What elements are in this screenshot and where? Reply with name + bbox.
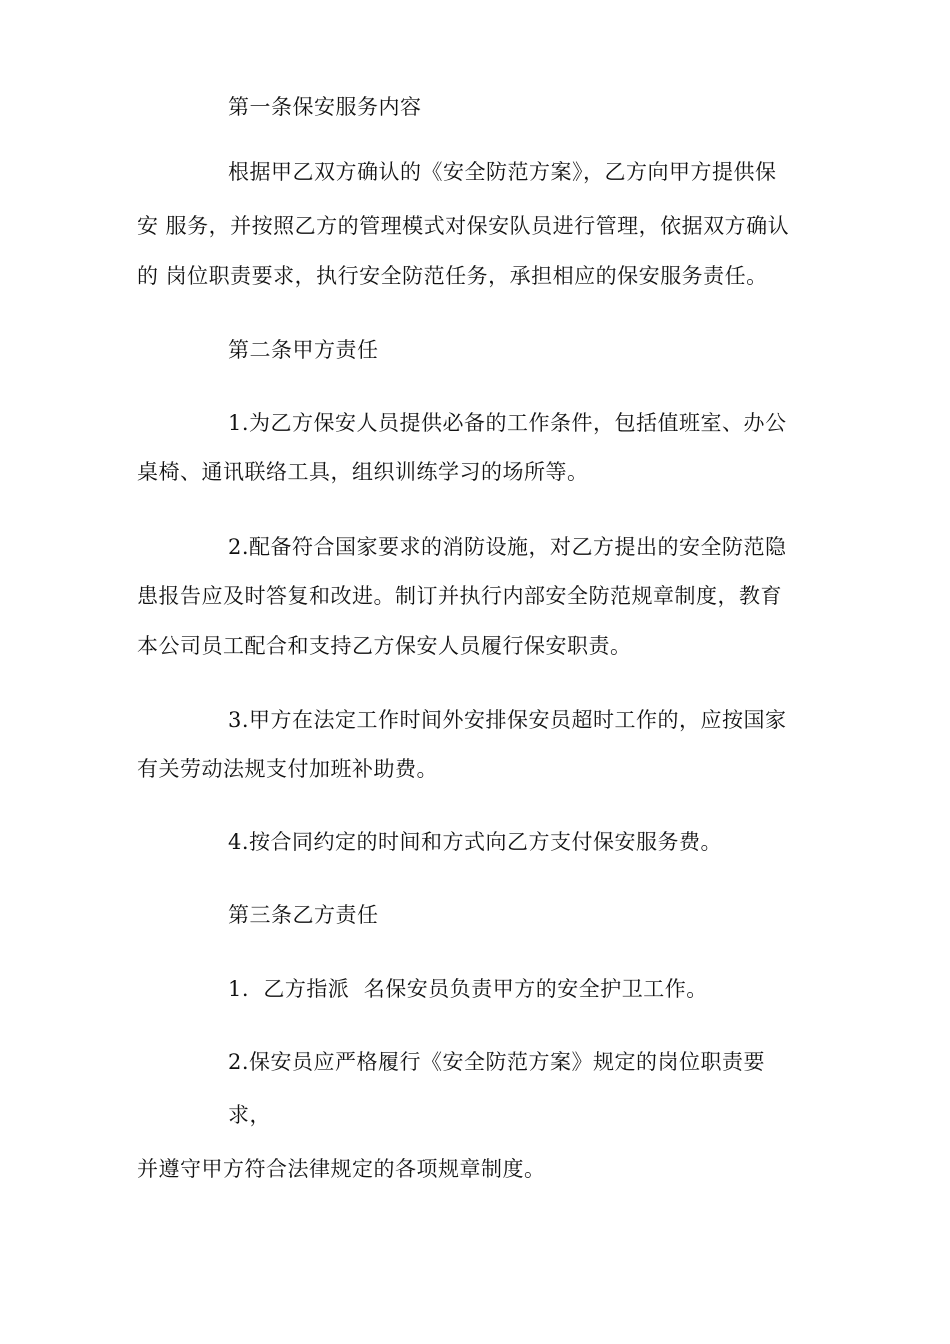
section-1-paragraph-line: 的 岗位职责要求，执行安全防范任务，承担相应的保安服务责任。 <box>137 264 768 288</box>
section-2-item-2-line: 本公司员工配合和支持乙方保安人员履行保安职责。 <box>137 634 632 658</box>
section-1-paragraph-line: 根据甲乙双方确认的《安全防范方案》，乙方向甲方提供保 <box>228 160 777 184</box>
section-2-item-2-line: 患报告应及时答复和改进。制订并执行内部安全防范规章制度，教育 <box>137 584 782 608</box>
section-3-item-1-line: 1. 乙方指派 名保安员负责甲方的安全护卫工作。 <box>228 977 708 1001</box>
section-1-heading: 第一条保安服务内容 <box>228 95 422 119</box>
section-2-item-4-line: 4.按合同约定的时间和方式向乙方支付保安服务费。 <box>228 830 723 854</box>
section-2-item-1-line: 1.为乙方保安人员提供必备的工作条件，包括值班室、办公 <box>228 411 787 435</box>
section-3-item-2-line: 求， <box>228 1103 271 1127</box>
section-3-item-2-line: 2.保安员应严格履行《安全防范方案》规定的岗位职责要 <box>228 1050 766 1074</box>
section-2-item-3-line: 有关劳动法规支付加班补助费。 <box>137 757 438 781</box>
section-3-heading: 第三条乙方责任 <box>228 903 379 927</box>
section-3-item-2-line: 并遵守甲方符合法律规定的各项规章制度。 <box>137 1157 546 1181</box>
section-1-paragraph-line: 安 服务，并按照乙方的管理模式对保安队员进行管理，依据双方确认 <box>137 214 790 238</box>
section-2-heading: 第二条甲方责任 <box>228 338 379 362</box>
section-2-item-2-line: 2.配备符合国家要求的消防设施，对乙方提出的安全防范隐 <box>228 535 787 559</box>
section-2-item-1-line: 桌椅、通讯联络工具，组织训练学习的场所等。 <box>137 460 589 484</box>
section-2-item-3-line: 3.甲方在法定工作时间外安排保安员超时工作的，应按国家 <box>228 708 787 732</box>
